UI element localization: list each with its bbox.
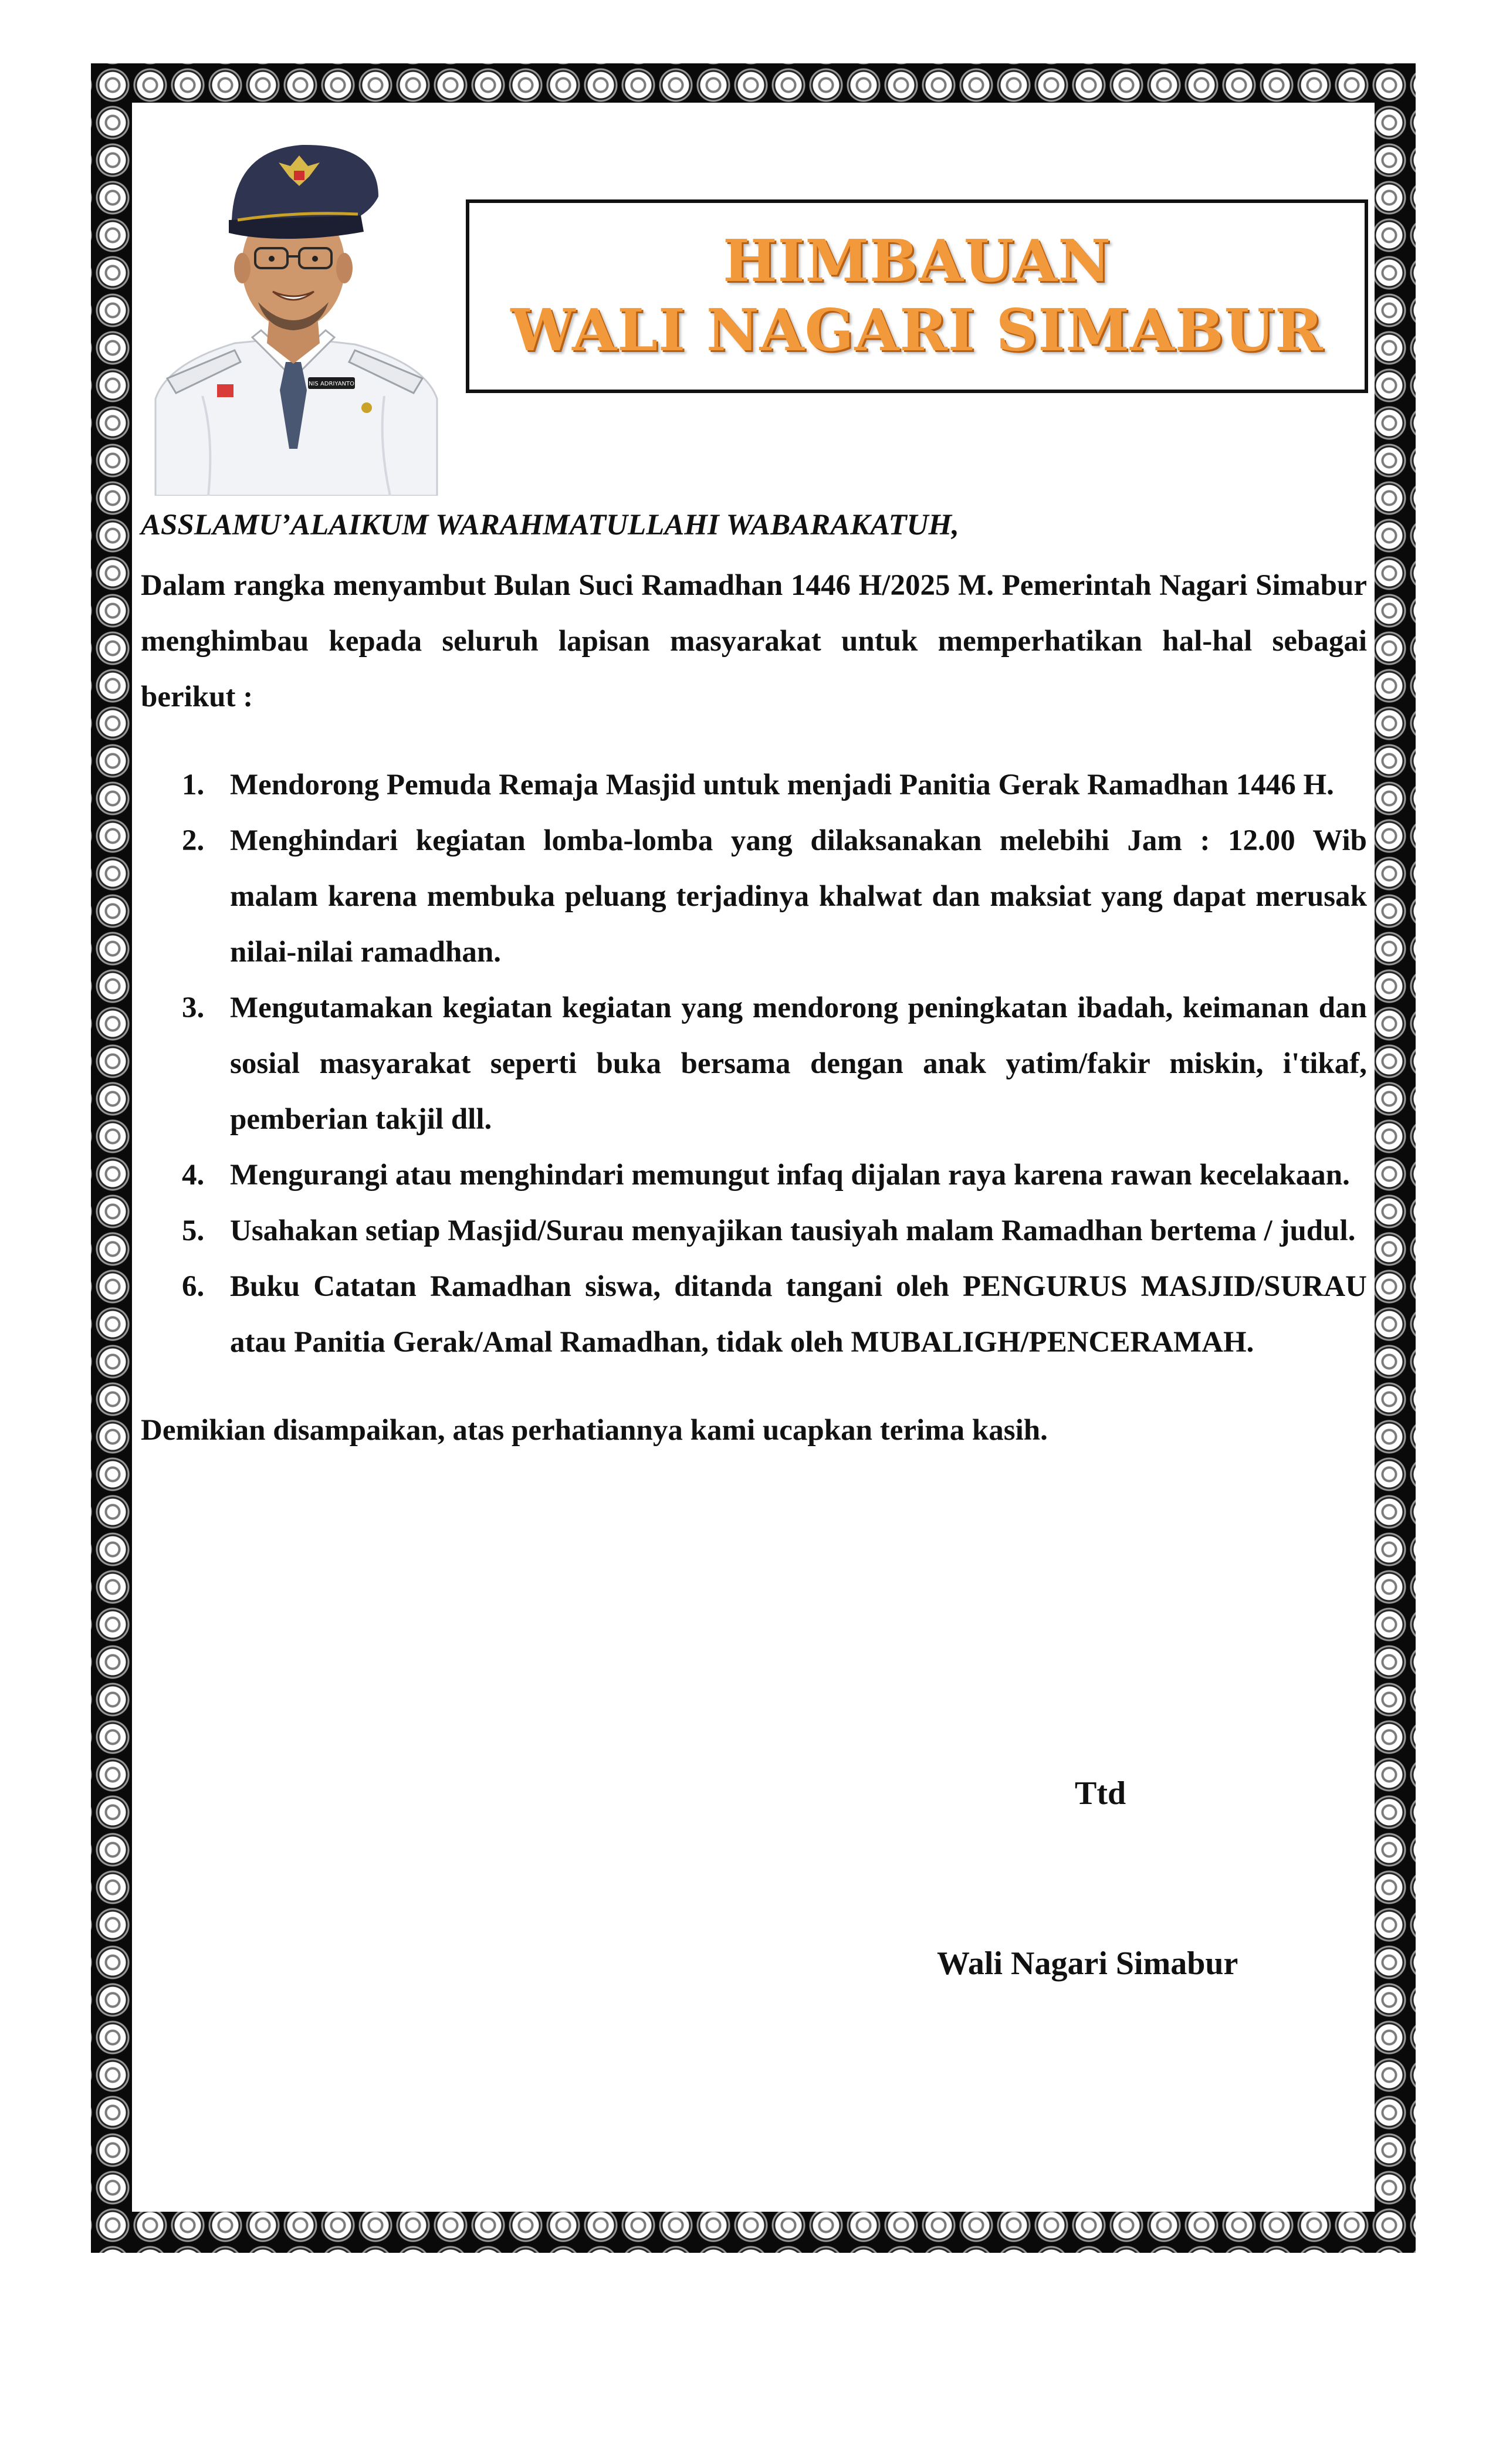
signature-mark: Ttd — [1075, 1775, 1126, 1812]
list-item-text: Menghindari kegiatan lomba-lomba yang dilaksanakan melebihi Jam : 12.00 Wib malam karena membuka peluang terjadinya khalwat dan maksiat yang dapat merusak nilai-nilai ramadhan. — [230, 824, 1367, 969]
title-line-2: WALI NAGARI SIMABUR — [510, 297, 1324, 364]
appeal-list — [141, 757, 1367, 1370]
list-item-number: 2. — [182, 824, 205, 857]
list-item-text: Mengurangi atau menghindari memungut infaq dijalan raya karena rawan kecelakaan. — [230, 1159, 1350, 1192]
list-item-number: 1. — [182, 769, 205, 801]
intro-paragraph: Dalam rangka menyambut Bulan Suci Ramadhan 1446 H/2025 M. Pemerintah Nagari Simabur menghimbau kepada seluruh lapisan masyarakat untuk memperhatikan hal-hal sebagai berikut : — [141, 569, 1367, 713]
list-item — [141, 1203, 1367, 1259]
list-item-text: Usahakan setiap Masjid/Surau menyajikan tausiyah malam Ramadhan bertema / judul. — [230, 1214, 1356, 1247]
title-box — [466, 199, 1368, 393]
list-item-number: 6. — [182, 1270, 205, 1303]
list-item-text: Buku Catatan Ramadhan siswa, ditanda tangani oleh PENGURUS MASJID/SURAU atau Panitia Gerak/Amal Ramadhan, tidak oleh MUBALIGH/PENCERAMAH. — [230, 1270, 1367, 1359]
list-item — [141, 757, 1367, 813]
letter-content — [141, 497, 1367, 1458]
list-item — [141, 1148, 1367, 1203]
list-item-number: 3. — [182, 991, 205, 1024]
title-line-1: HIMBAUAN — [723, 228, 1111, 295]
name-tag-text: NIS ADRIYANTO — [308, 381, 355, 387]
list-item-text: Mengutamakan kegiatan kegiatan yang mendorong peningkatan ibadah, keimanan dan sosial masyarakat seperti buka bersama dengan anak yatim/fakir miskin, i'tikaf, pemberian takjil dll. — [230, 991, 1367, 1136]
signatory-title: Wali Nagari Simabur — [937, 1945, 1238, 1982]
closing-sentence: Demikian disampaikan, atas perhatiannya kami ucapkan terima kasih. — [141, 1414, 1048, 1447]
list-item — [141, 1259, 1367, 1370]
greeting: ASSLAMU’ALAIKUM WARAHMATULLAHI WABARAKATUH, — [141, 509, 959, 541]
list-item — [141, 813, 1367, 980]
list-item-text: Mendorong Pemuda Remaja Masjid untuk menjadi Panitia Gerak Ramadhan 1446 H. — [230, 769, 1334, 801]
official-portrait — [132, 132, 458, 496]
list-item-number: 4. — [182, 1159, 205, 1192]
official-portrait-icon — [132, 132, 458, 496]
list-item — [141, 980, 1367, 1148]
list-item-number: 5. — [182, 1214, 205, 1247]
